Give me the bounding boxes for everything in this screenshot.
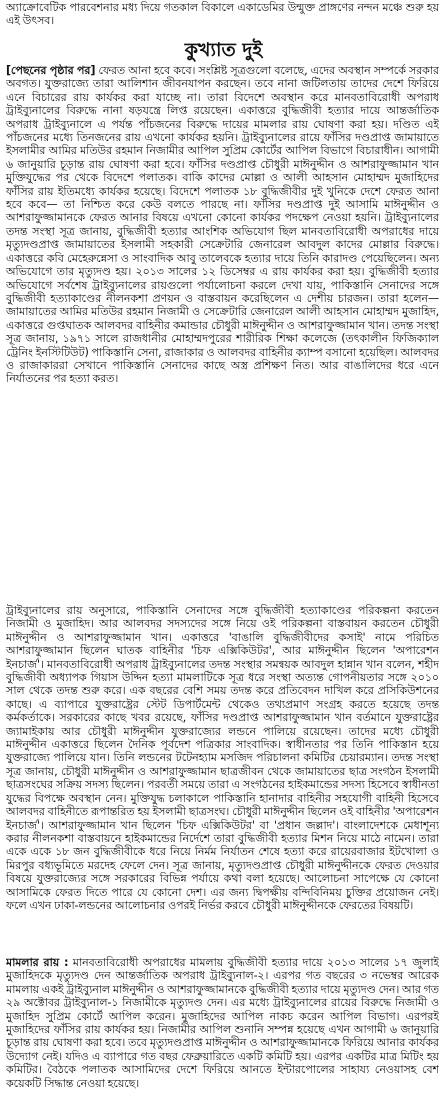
body-text-1: ফেরত আনা হবে কবে। সংশ্লিষ্ট সূত্রগুলো বলেছে, এদের অবস্থান সম্পর্কে সরকার অবগত। যুক্তরাজ্যে তারা আলিশান জীবনযাপন করছেন। তবে নানা জটিলতায় তাদের দেশে ফিরিয়ে এনে বিচারের রায় কার্যকর করা যাচ্ছে না। তারা বিদেশে অবস্থান করে মানবতাবিরোধী অপরাধ ট্রাইব্যুনালের বিরুদ্ধে নানা ষড়যন্ত্রে লিপ্ত রয়েছেন। একাত্তরে বুদ্ধিজীবী হত্যার দায়ে আন্তর্জাতিক অপরাধ ট্রাইব্যুনালে এ পর্যন্ত পাঁচজনের বিরুদ্ধে দায়ের মামলার রায় ঘোষণা করা হয়। দণ্ডিত এই পাঁচজনের মধ্যে তিনজনের রায় এখনো কার্যকর হয়নি। ট্রাইব্যুনালের রায়ে ফাঁসির দণ্ডপ্রাপ্ত জামায়াতে ইসলামীর আমির মতিউর রহমান নিজামীর আপিল সুপ্রিম কোর্টের আপিল বিভাগে বিচারাধীন। আগামী ৬ জানুয়ারি চূড়ান্ত রায় ঘোষণা করা হবে। ফাঁসির দণ্ডপ্রাপ্ত চৌধুরী মাঈনুদ্দীন ও আশরাফুজ্জামান খান মুক্তিযুদ্ধের পর থেকে বিদেশে পলাতক। বাকি কাদের মোল্লা ও আলী আহসান মোহাম্মদ মুজাহিদের ফাঁসির রায় ইতিমধ্যে কার্যকর হয়েছে। বিদেশে পলাতক ১৮ বুদ্ধিজীবীর দুই খুনিকে দেশে ফেরত আনা হবে কবে— তা নিশ্চিত করে কেউ বলতে পারছে না। ফাঁসির দণ্ডপ্রাপ্ত দুই আসামি মাঈনুদ্দীন ও আশরাফুজ্জামানকে ফেরত আনার বিষয়ে এখনো কোনো কার্যকর পদক্ষেপ নেওয়া হয়নি। ট্রাইব্যুনালের তদন্ত সংস্থা সূত্র জানায়, বুদ্ধিজীবী হত্যার আংশিক অভিযোগ ছিল মানবতাবিরোধী অপরাধের দায়ে মৃত্যুদণ্ডপ্রাপ্ত জামায়াতের ইসলামী সহকারী সেক্রেটারি জেনারেল আবদুল কাদের মোল্লার বিরুদ্ধে। একাত্তরে কবি মেহেরুন্নেসা ও সাংবাদিক আবু তালেবকে হত্যার দায়ে তিনি কারাদণ্ড পেয়েছিলেন। অন্য অভিযোগে তার মৃত্যুদণ্ড হয়। ২০১৩ সালের ১২ ডিসেম্বর এ রায় কার্যকর করা হয়। বুদ্ধিজীবী হত্যার অভিযোগে সর্বশেষ ট্রাইব্যুনালের রায়গুলো পর্যালোচনা করলে দেখা যায়, পাকিস্তানি সেনাদের সঙ্গে বুদ্ধিজীবী হত্যাকাণ্ডের নীলনকশা প্রণয়ন ও বাস্তবায়ন করেছিলেন এ দেশীয় চারজন। তারা হলেন— জামায়াতের আমির মতিউর রহমান নিজামী ও সেক্রেটারি জেনারেল আলী আহসান মোহাম্মদ মুজাহিদ, একাত্তরে গুপ্তঘাতক আলবদর বাহিনীর কমান্ডার চৌধুরী মাঈনুদ্দীন ও আশরাফুজ্জামান খান। তদন্ত সংস্থা সূত্র জানায়, ১৯৭১ সালে রাজধানীর মোহাম্মদপুরের শারীরিক শিক্ষা কলেজে (তৎকালীন ফিজিক্যাল ট্রেনিং ইনস্টিটিউট) পাকিস্তানি সেনা, রাজাকার ও আলবদর বাহিনীর ক্যাম্প বসানো হয়েছিল। আলবদর ও রাজাকাররা সেখানে পাকিস্তানি সেনাদের কাছে অস্ত্র প্রশিক্ষণ নিত। আর বাঙালিদের ধরে এনে নির্যাতনের পর হত্যা করত।	[6, 64, 439, 386]
lead-text: অ্যাক্রোবেটিক পারবেশনার মধ্য দিয়ে গতকাল বিকালে একাডেমির উন্মুক্ত প্রাঙ্গণের নন্দন মঞ্চে শুরু হয় এই উৎসব।	[6, 1, 439, 28]
body-paragraph-2	[6, 604, 439, 954]
lead-paragraph	[6, 1, 439, 43]
continued-from-label: [পেছনের পৃষ্ঠার পর]	[6, 64, 96, 77]
body-paragraph-3	[6, 956, 439, 1096]
headline: কুখ্যাত দুই	[184, 39, 263, 61]
body-text-3: মানবতাবিরোধী অপরাধের মামলায় বুদ্ধিজীবী হত্যার দায়ে ২০১৩ সালের ১৭ জুলাই মুজাহিদকে মৃত্যুদণ্ড দেন আন্তর্জাতিক অপরাধ ট্রাইব্যুনাল-২। এরপর গত বছরের ৩ নভেম্বর আরেক মামলায় একই ট্রাইব্যুনাল মাঈনুদ্দীন ও আশরাফুজ্জামানকে বুদ্ধিজীবী হত্যার দায়ে মৃত্যুদণ্ড দেন। আর গত ২৯ অক্টোবর ট্রাইব্যুনাল-১ নিজামীকে মৃত্যুদণ্ড দেন। এর মধ্যে ট্রাইব্যুনালের রায়ের বিরুদ্ধে নিজামী ও মুজাহিদ সুপ্রিম কোর্টে আপিল করেন। মুজাহিদের আপিল নাকচ করেন আপিল বিভাগ। এরপরই মুজাহিদের ফাঁসির রায় কার্যকর হয়। নিজামীর আপিল শুনানি সম্পন্ন হয়েছে এখন আগামী ৬ জানুয়ারি চূড়ান্ত রায় ঘোষণা করা হবে। তবে মৃত্যুদণ্ডপ্রাপ্ত মাঈনুদ্দীন ও আশরাফুজ্জামানকে ফিরিয়ে আনার কার্যকর উদ্যোগ নেই। যদিও এ ব্যাপারে গত বছর ফেব্রুয়ারিতে একটি কমিটি হয়। এরপর একটির মাত্র মিটিং হয় কমিটির। বৈঠকে পলাতক আসামিদের দেশে ফিরিয়ে আনতে ইন্টারপোলের সাহায্য নেওয়াসহ বেশ কয়েকটি সিদ্ধান্ত নেওয়া হয়েছে।	[6, 956, 439, 1090]
body-text-2: ট্রাইব্যুনালের রায় অনুসারে, পাকিস্তানি সেনাদের সঙ্গে বুদ্ধিজীবী হত্যাকাণ্ডের পরিকল্পনা করতেন নিজামী ও মুজাহিদ। আর আলবদর সদস্যদের সঙ্গে নিয়ে ওই পরিকল্পনা বাস্তবায়ন করতেন চৌধুরী মাঈনুদ্দীন ও আশরাফুজ্জামান খান। একাত্তরে 'বাঙালি বুদ্ধিজীবীদের কসাই' নামে পরিচিত আশরাফুজ্জামান ছিলেন ঘাতক বাহিনীর 'চিফ এক্সিকিউটর', আর মাঈনুদ্দীন ছিলেন 'অপারেশন ইনচার্জ'। মানবতাবিরোধী অপরাধ ট্রাইব্যুনালের তদন্ত সংস্থার সমন্বয়ক আবদুল হান্নান খান বলেন, শহীদ বুদ্ধিজীবী অধ্যাপক গিয়াস উদ্দিন হত্যা মামলাটিকে সূত্র ধরে সংস্থা অত্যন্ত গোপনীয়তার সঙ্গে ২০১০ সাল থেকে তদন্ত শুরু করে। এক বছরের বেশি সময় তদন্ত করে প্রতিবেদন দাখিল করে প্রসিকিউশনের কাছে। এ ব্যাপারে যুক্তরাষ্ট্রের স্টেট ডিপার্টমেন্ট থেকেও তথ্যপ্রমাণ সংগ্রহ করতে হয়েছে তদন্ত কর্মকর্তাকে। সরকারের কাছে খবর রয়েছে, ফাঁসির দণ্ডপ্রাপ্ত আশরাফুজ্জামান খান বর্তমানে যুক্তরাষ্ট্রের জ্যামাইকায় আর চৌধুরী মাঈনুদ্দীন যুক্তরাজ্যের লন্ডনে পালিয়ে রয়েছেন। তাদের মধ্যে চৌধুরী মাঈনুদ্দীন একাত্তরে ছিলেন দৈনিক পূর্বদেশ পত্রিকার সাংবাদিক। স্বাধীনতার পর তিনি পাকিস্তান হয়ে যুক্তরাজ্যে পালিয়ে যান। তিনি লন্ডনের টটেনহ্যাম মসজিদ পরিচালনা কমিটির চেয়ারম্যান। তদন্ত সংস্থা সূত্র জানায়, চৌধুরী মাঈনুদ্দীন ও আশরাফুজ্জামান ছাত্রজীবন থেকে জামায়াতের ছাত্র সংগঠন ইসলামী ছাত্রসংঘের সক্রিয় সদস্য ছিলেন। পরবর্তী সময়ে তারা এ সংগঠনের হাইকমান্ডের সদস্য হিসেবে স্বাধীনতা যুদ্ধের বিপক্ষে অবস্থান নেন। মুক্তিযুদ্ধ চলাকালে পাকিস্তানি হানাদার বাহিনীর সহযোগী বাহিনী হিসেবে আলবদর বাহিনীতে রূপান্তরিত হয় ইসলামী ছাত্রসংঘ। চৌধুরী মাঈনুদ্দীন ছিলেন ওই বাহিনীর 'অপারেশন ইনচার্জ'। আশরাফুজ্জামান খান ছিলেন 'চিফ এক্সিকিউটর' বা 'প্রধান জল্লাদ'। বাংলাদেশকে মেধাশূন্য করার নীলনকশা বাস্তবায়নে হাইকমান্ডের নির্দেশে তারা বুদ্ধিজীবী হত্যার মিশন নিয়ে মাঠে নামেন। তারা একে একে ১৮ জন বুদ্ধিজীবীকে ধরে নিয়ে নির্মম নির্যাতন শেষে হত্যা করে রায়েরবাজার ইটখোলা ও মিরপুর বধ্যভূমিতে মরদেহ ফেলে দেন। সূত্র জানায়, মৃত্যুদণ্ডপ্রাপ্ত চৌধুরী মাঈনুদ্দীনকে ফেরত দেওয়ার বিষয়ে যুক্তরাজ্যের সঙ্গে সরকারের বিভিন্ন পর্যায়ে কথা বলা হয়েছে। আলোচনা সাপেক্ষে যে কোনো আসামিকে ফেরত দিতে পারে যে কোনো দেশ। এর জন্য দ্বিপক্ষীয় বন্দিবিনিময় চুক্তির প্রয়োজন নেই। ফলে এখন ঢাকা-লন্ডনের আলোচনার ওপরই নির্ভর করবে চৌধুরী মাঈনুদ্দীনকে ফেরতের বিষয়টি।	[6, 604, 439, 912]
body-paragraph-1	[6, 64, 439, 604]
verdict-label: মামলার রায় :	[6, 956, 69, 969]
